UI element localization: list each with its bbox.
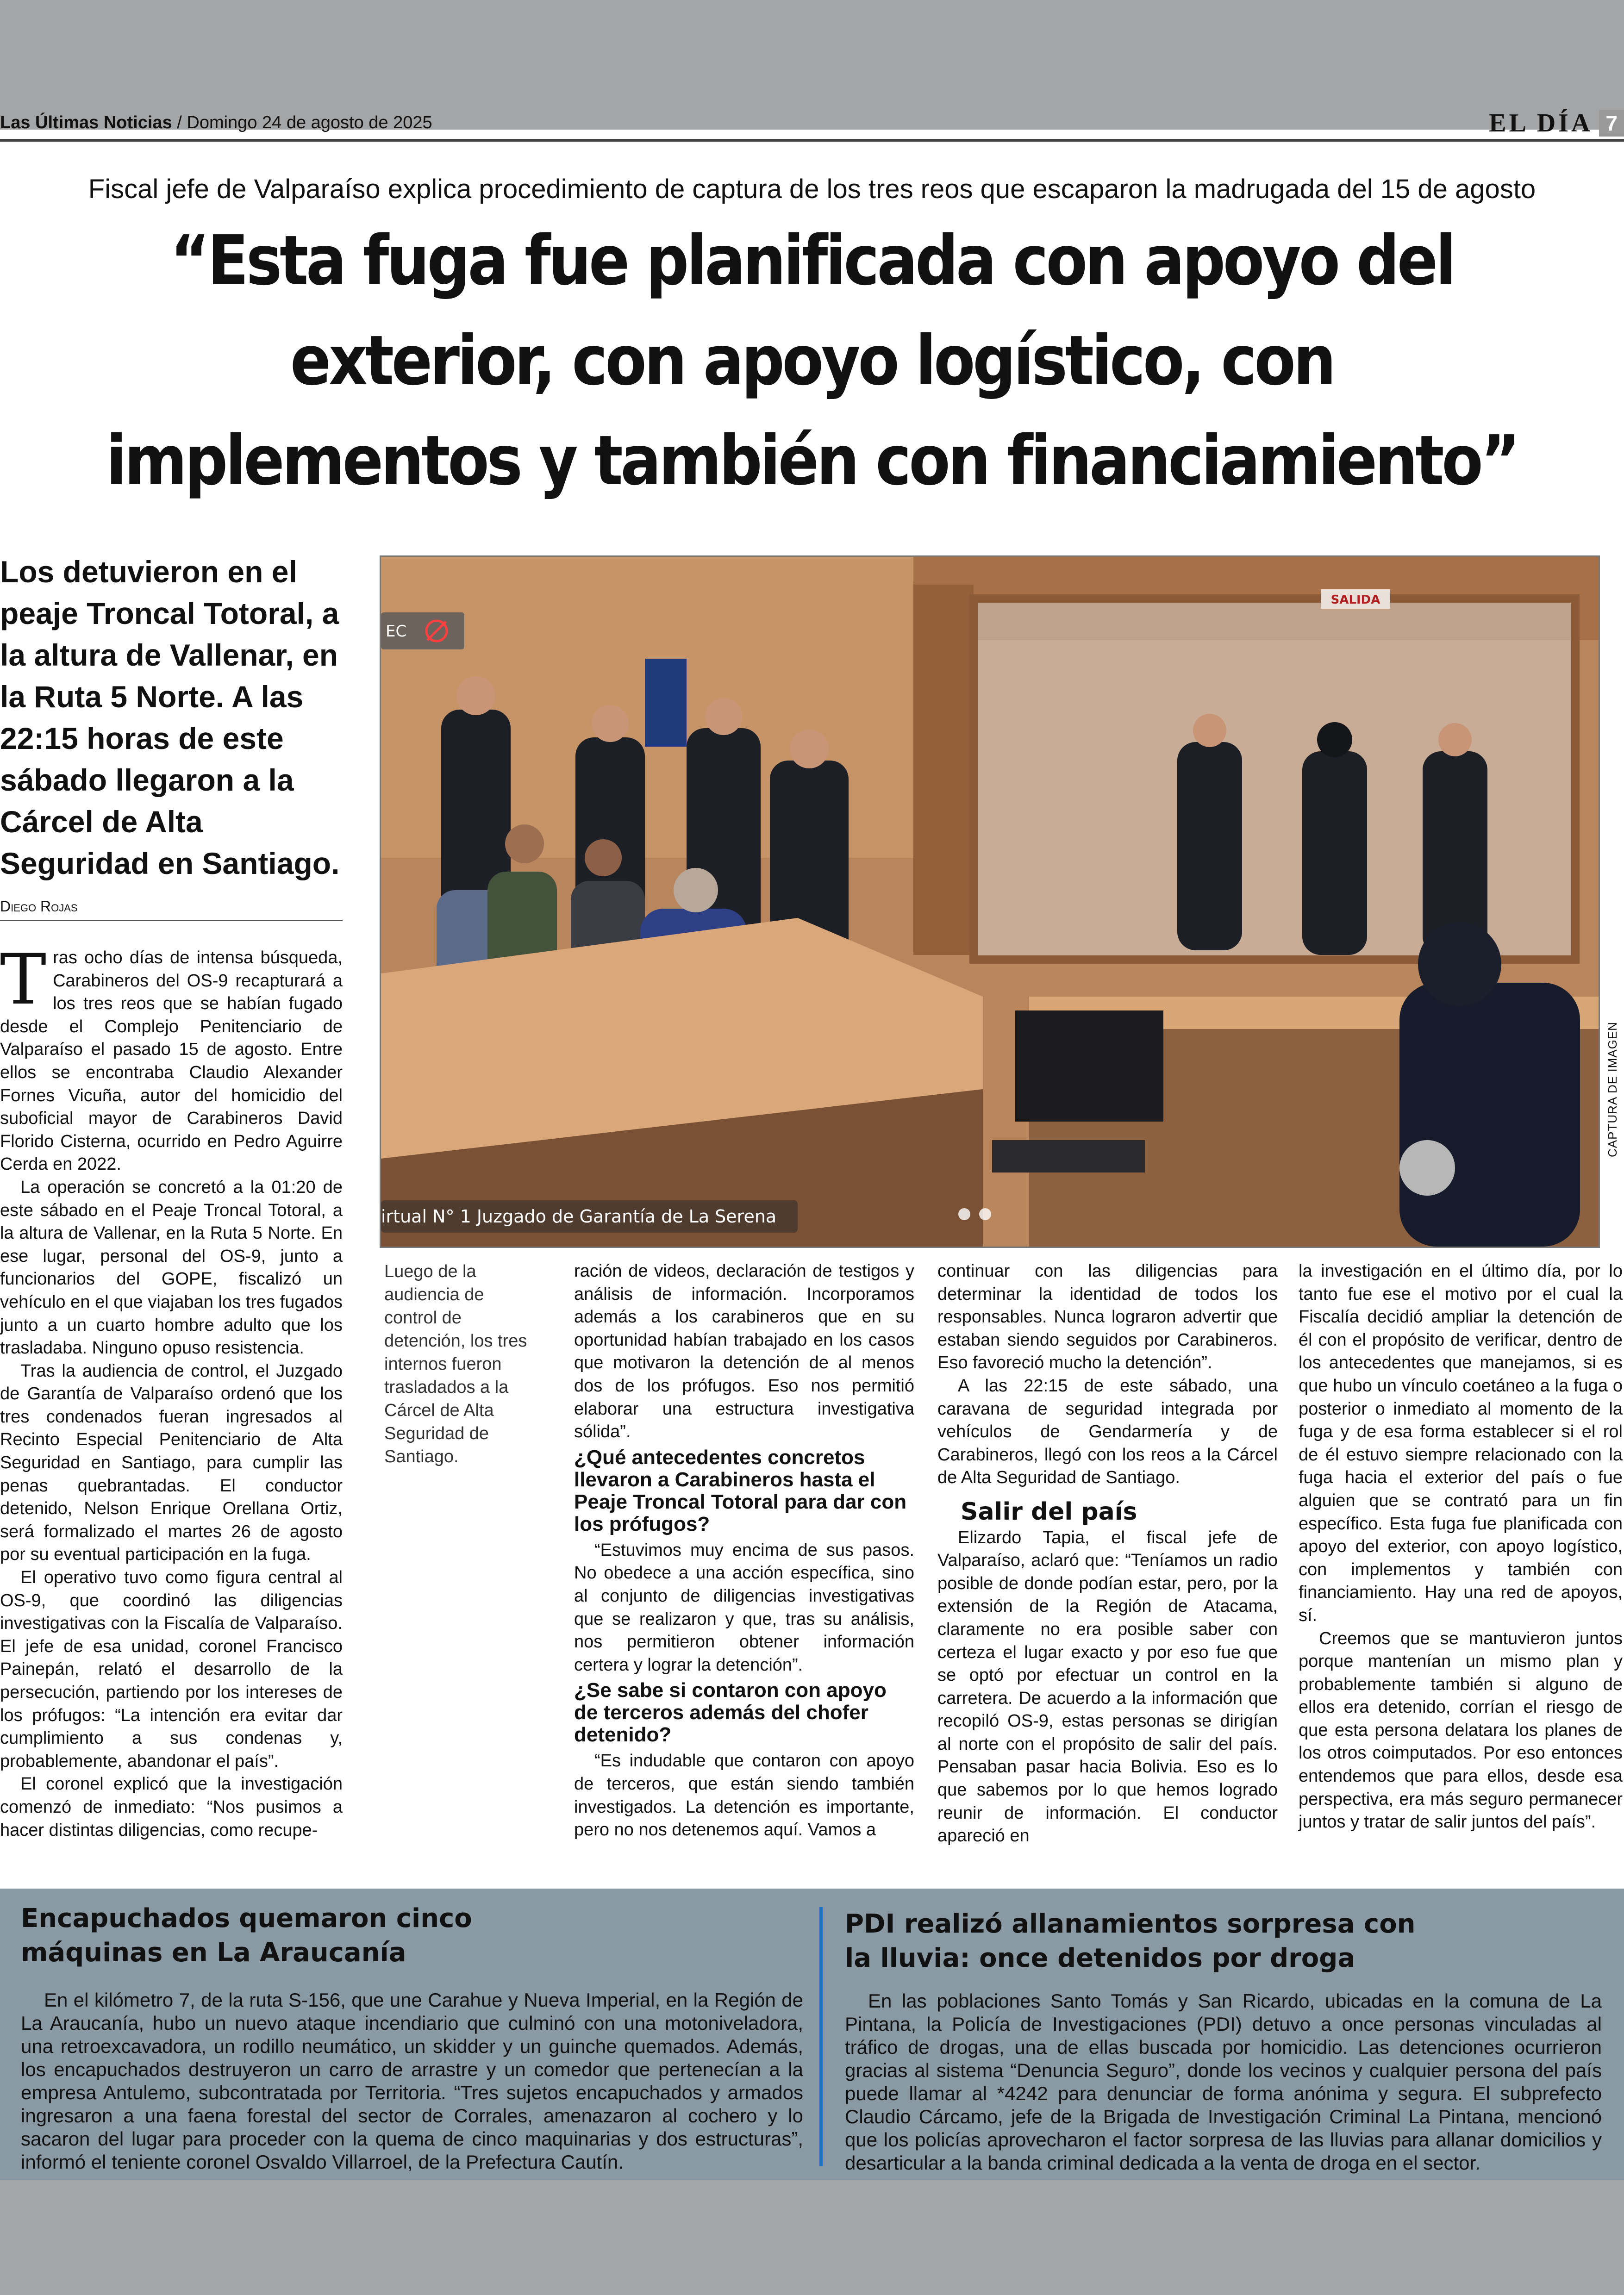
interview-question-1: ¿Qué antecedentes concretos llevaron a Carabineros hasta el Peaje Troncal Totoral para dar con los prófugos? xyxy=(574,1446,907,1535)
article-headline: “Esta fuga fue planificada con apoyo del exterior, con apoyo logístico, con implementos y también con financiamiento” xyxy=(106,221,1518,500)
article-lead: Los detuvieron en el peaje Troncal Totoral, a la altura de Vallenar, en la Ruta 5 Norte. A las 22:15 horas de este sábado llegaron a la Cárcel de Alta Seguridad en Santiago. xyxy=(0,555,340,880)
brief-pdi xyxy=(845,1889,1602,2180)
byline: Diego Rojas xyxy=(0,898,343,921)
header-right xyxy=(1489,108,1624,138)
header-rule xyxy=(0,139,1624,142)
photo-credit: CAPTURA DE IMAGEN xyxy=(1605,1022,1619,1157)
column-4-paragraph-2: Creemos que se mantuvieron juntos porque mantenían un mismo plan y probablemente también si alguno de ellos era detenido, corrían el riesgo de que esta persona delatara los planes de los otros coimputados. Por eso entonces entendemos que para ellos, desde esa perspectiva, era más seguro permanecer juntos y tratar de salir juntos del país”. xyxy=(1299,1628,1623,1832)
newspaper-name: Las Últimas Noticias xyxy=(0,113,172,132)
column-3-paragraph-3: Elizardo Tapia, el fiscal jefe de Valparaíso, aclaró que: “Teníamos un radio posible de donde podían estar, pero, por la extensión de la Región de Atacama, claramente no era posible saber con certeza el lugar exacto y por eso fue que se optó por efectuar un control en la carretera. De acuerdo a la información que recopiló OS-9, estas personas se dirigían al norte con el propósito de salir del país. Pensaban pasar hacia Bolivia. Eso es lo que sabemos por lo que hemos logrado reunir de información. El conductor apareció en xyxy=(937,1528,1278,1846)
column-2-paragraph-2: “Estuvimos muy encima de sus pasos. No obedece a una acción específica, sino al conjunto de diligencias investigativas que se realizaron y que, tras su análisis, nos permitieron obtener información certera y lograr la detención”. xyxy=(574,1540,914,1675)
column-1-paragraph-1-text: ras ocho días de intensa búsqueda, Carabineros del OS-9 recapturará a los tres reos que se habían fugado desde el Complejo Penitenciario de Valparaíso el pasado 15 de agosto. Entre ellos se encontraba Claudio Alexander Fornes Vicuña, autor del homicidio del suboficial mayor de Carabineros David Florido Cisterna, ocurrido en Pedro Aguirre Cerda en 2022. xyxy=(0,948,343,1174)
article-column-3 xyxy=(937,1260,1278,1848)
brief-divider xyxy=(819,1907,823,2166)
interview-question-2: ¿Se sabe si contaron con apoyo de terceros además del chofer detenido? xyxy=(574,1679,887,1746)
photo-caption: Luego de la audiencia de control de detención, los tres internos fueron trasladados a la Cárcel de Alta Seguridad de Santiago. xyxy=(384,1262,527,1466)
column-2-paragraph-1: ración de videos, declaración de testigos y análisis de información. Incorporamos además a los carabineros que en su oportunidad habían trabajado en los casos que motivaron la detención de al menos dos de los prófugos. Eso nos permitió elaborar una estructura investigativa sólida”. xyxy=(574,1261,914,1442)
exit-sign-text: SALIDA xyxy=(1330,593,1380,607)
article-kicker: Fiscal jefe de Valparaíso explica procedimiento de captura de los tres reos que escaparon la madrugada del 15 de agosto xyxy=(88,174,1536,204)
column-1-paragraph-4: El operativo tuvo como figura central al OS-9, que coordinó las diligencias investigativas con la Fiscalía de Valparaíso. El jefe de esa unidad, coronel Francisco Painepán, relató el desarrollo de la persecución, partiendo por los intereses de los prófugos: “La intención era evitar dar cumplimiento a sus condenas y, probablemente, abandonar el país”. xyxy=(0,1568,343,1771)
courtroom-photo-illustration xyxy=(381,557,1599,1247)
courtroom-photo xyxy=(380,555,1600,1248)
column-1-paragraph-5: El coronel explicó que la investigación comenzó de inmediato: “Nos pusimos a hacer distintas diligencias, como recupe- xyxy=(0,1774,343,1840)
brief-araucania xyxy=(21,1889,803,2180)
article-column-4 xyxy=(1299,1260,1623,1834)
column-3-paragraph-1: continuar con las diligencias para determinar la identidad de todos los responsables. Nunca lograron advertir que estaban siendo seguidos por Carabineros. Eso favoreció mucho la detención”. xyxy=(937,1261,1278,1373)
article-column-1 xyxy=(0,940,343,1842)
brief-pdi-text: En las poblaciones Santo Tomás y San Ricardo, ubicadas en la comuna de La Pintana, la Policía de Investigaciones (PDI) detuvo a once personas vinculadas al tráfico de drogas, una de ellas buscada por homicidio. Las detenciones ocurrieron gracias al sistema “Denuncia Seguro”, donde los vecinos y cualquier persona del país puede llamar al *4242 para denunciar de forma anónima y segura. El subprefecto Claudio Cárcamo, jefe de la Brigada de Investigación Criminal La Pintana, mencionó que los policías aprovecharon el factor sorpresa de las lluvias para allanar domicilios y desarticular a la banda criminal dedicada a la venta de droga en el sector. xyxy=(845,1990,1602,2174)
issue-date: Domingo 24 de agosto de 2025 xyxy=(187,113,432,132)
drop-cap: T xyxy=(0,940,47,1020)
subheading-salir-del-pais: Salir del país xyxy=(961,1497,1137,1526)
column-3-paragraph-2: A las 22:15 de este sábado, una caravana de seguridad integrada por vehículos de Gendarmería y de Carabineros, llegó con los reos a la Cárcel de Alta Seguridad de Santiago. xyxy=(937,1376,1278,1488)
brief-araucania-title: Encapuchados quemaron cinco máquinas en La Araucanía xyxy=(21,1903,472,1968)
brief-pdi-title: PDI realizó allanamientos sorpresa con la lluvia: once detenidos por droga xyxy=(845,1909,1416,1973)
court-session-label: irtual N° 1 Juzgado de Garantía de La Serena xyxy=(381,1206,777,1227)
header-left xyxy=(0,113,432,133)
column-2-paragraph-3: “Es indudable que contaron con apoyo de terceros, que están siendo también investigados. La detención es importante, pero no nos detenemos aquí. Vamos a xyxy=(574,1751,914,1840)
brief-araucania-text: En el kilómetro 7, de la ruta S-156, que une Carahue y Nueva Imperial, en la Región de La Araucanía, hubo un nuevo ataque incendiario que culminó con una motoniveladora, una retroexcavadora, un rodillo neumático, un skidder y un guinche quemados. Además, los encapuchados destruyeron un carro de arrastre y un comedor que pertenecían a la empresa Antulemo, subcontratada por Territoria. “Tres sujetos encapuchados y armados ingresaron a una faena forestal del sector de Corrales, amenazaron al cochero y lo sacaron del lugar para proceder con la quema de cinco maquinarias y dos estructuras”, informó el teniente coronel Osvaldo Villarroel, de la Prefectura Cautín. xyxy=(21,1989,803,2173)
page-number: 7 xyxy=(1599,110,1624,137)
column-1-paragraph-1 xyxy=(0,940,343,1176)
article-column-2 xyxy=(574,1260,914,1842)
recording-label: EC xyxy=(386,622,407,641)
column-1-paragraph-2: La operación se concretó a la 01:20 de este sábado en el Peaje Troncal Totoral, a la altura de Vallenar, en la Ruta 5 Norte. En ese lugar, personal del OS-9, junto a funcionarios del GOPE, fiscalizó un vehículo en el que viajaban los tres fugados junto a un cuarto hombre adulto que los trasladaba. Ninguno opuso resistencia. xyxy=(0,1177,343,1358)
news-briefs-bar xyxy=(0,1889,1624,2180)
column-1-paragraph-3: Tras la audiencia de control, el Juzgado de Garantía de Valparaíso ordenó que los tres condenados fueran ingresados al Recinto Especial Penitenciario de Alta Seguridad en Santiago, para cumplir las penas quebrantadas. El conductor detenido, Nelson Enrique Orellana Ortiz, será formalizado el martes 26 de agosto por su eventual participación en la fuga. xyxy=(0,1361,343,1565)
header-separator: / xyxy=(172,113,187,132)
page-header xyxy=(0,111,1624,142)
section-name: EL DÍA xyxy=(1489,109,1593,137)
column-4-paragraph-1: la investigación en el último día, por lo tanto fue ese el motivo por el cual la Fiscalía decidió ampliar la detención de él con el propósito de verificar, dentro de los antecedentes que manejamos, si es que hubo un vínculo coetáneo a la fuga o posterior o inmediato al momento de la fuga y de esa forma establecer si el rol de él estuvo siempre relacionado con la fuga hacia el exterior del país o fue alguien que se contrató para un fin específico. Esta fuga fue planificada con apoyo del exterior, con apoyo logístico, con implementos y también con financiamiento. Hay una red de apoyos, sí. xyxy=(1299,1261,1623,1625)
